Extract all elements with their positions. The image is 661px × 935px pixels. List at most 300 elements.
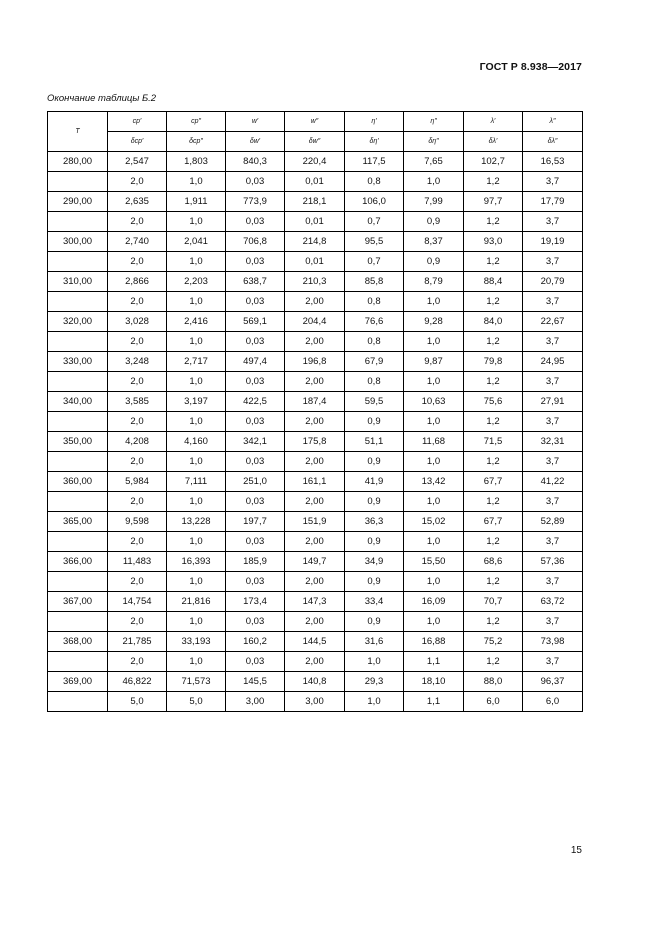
value-cell: 4,160 [167,432,226,452]
value-cell: 52,89 [523,512,583,532]
value-cell: 15,02 [404,512,464,532]
uncertainty-cell: 0,9 [345,452,404,472]
value-cell: 106,0 [345,192,404,212]
value-cell: 8,37 [404,232,464,252]
uncertainty-cell: 0,9 [345,612,404,632]
uncertainty-cell: 1,2 [464,492,523,512]
uncertainty-cell: 0,03 [226,212,285,232]
col-header-uncertainty: δλ′ [464,132,523,152]
value-cell: 8,79 [404,272,464,292]
value-cell: 95,5 [345,232,404,252]
table-row-values [48,312,583,332]
table-row-uncertainty [48,372,583,392]
table-row-uncertainty [48,172,583,192]
table-row-uncertainty [48,452,583,472]
uncertainty-cell: 1,2 [464,372,523,392]
value-cell: 68,6 [464,552,523,572]
value-cell: 16,88 [404,632,464,652]
value-cell: 10,63 [404,392,464,412]
value-cell: 342,1 [226,432,285,452]
uncertainty-cell: 2,00 [285,532,345,552]
value-cell: 3,197 [167,392,226,412]
value-cell: 96,37 [523,672,583,692]
table-row-values [48,152,583,172]
value-cell: 21,785 [108,632,167,652]
uncertainty-cell: 2,0 [108,652,167,672]
value-cell: 93,0 [464,232,523,252]
uncertainty-cell: 1,2 [464,612,523,632]
empty-cell [48,212,108,232]
value-cell: 14,754 [108,592,167,612]
value-cell: 9,87 [404,352,464,372]
value-cell: 218,1 [285,192,345,212]
value-cell: 27,91 [523,392,583,412]
value-cell: 2,203 [167,272,226,292]
uncertainty-cell: 1,0 [167,532,226,552]
value-cell: 41,9 [345,472,404,492]
header-row-top [48,112,583,132]
uncertainty-cell: 1,2 [464,252,523,272]
uncertainty-cell: 1,0 [167,252,226,272]
temperature-cell: 320,00 [48,312,108,332]
uncertainty-cell: 1,0 [167,212,226,232]
uncertainty-cell: 5,0 [167,692,226,712]
uncertainty-cell: 1,0 [167,612,226,632]
value-cell: 840,3 [226,152,285,172]
uncertainty-cell: 1,0 [345,692,404,712]
uncertainty-cell: 3,7 [523,292,583,312]
uncertainty-cell: 3,7 [523,332,583,352]
table-caption: Окончание таблицы Б.2 [47,93,157,104]
uncertainty-cell: 1,0 [404,612,464,632]
value-cell: 2,416 [167,312,226,332]
value-cell: 76,6 [345,312,404,332]
uncertainty-cell: 2,00 [285,292,345,312]
value-cell: 638,7 [226,272,285,292]
value-cell: 67,7 [464,512,523,532]
empty-cell [48,292,108,312]
value-cell: 20,79 [523,272,583,292]
temperature-cell: 310,00 [48,272,108,292]
value-cell: 4,208 [108,432,167,452]
header-row-bottom [48,132,583,152]
document-standard-number: ГОСТ Р 8.938—2017 [479,61,582,73]
value-cell: 46,822 [108,672,167,692]
empty-cell [48,332,108,352]
value-cell: 2,547 [108,152,167,172]
uncertainty-cell: 0,03 [226,292,285,312]
uncertainty-cell: 2,0 [108,332,167,352]
uncertainty-cell: 2,00 [285,652,345,672]
table-row-uncertainty [48,532,583,552]
uncertainty-cell: 6,0 [523,692,583,712]
uncertainty-cell: 0,8 [345,172,404,192]
value-cell: 85,8 [345,272,404,292]
value-cell: 7,65 [404,152,464,172]
value-cell: 144,5 [285,632,345,652]
value-cell: 3,585 [108,392,167,412]
value-cell: 773,9 [226,192,285,212]
value-cell: 32,31 [523,432,583,452]
uncertainty-cell: 1,2 [464,652,523,672]
col-header-quantity: λ′ [464,112,523,132]
uncertainty-cell: 2,0 [108,212,167,232]
uncertainty-cell: 0,03 [226,412,285,432]
value-cell: 71,5 [464,432,523,452]
uncertainty-cell: 0,9 [345,492,404,512]
table-row-values [48,272,583,292]
uncertainty-cell: 1,2 [464,212,523,232]
value-cell: 251,0 [226,472,285,492]
value-cell: 18,10 [404,672,464,692]
uncertainty-cell: 5,0 [108,692,167,712]
uncertainty-cell: 1,0 [167,292,226,312]
value-cell: 161,1 [285,472,345,492]
value-cell: 11,483 [108,552,167,572]
col-header-quantity: η′ [345,112,404,132]
uncertainty-cell: 2,0 [108,172,167,192]
uncertainty-cell: 0,03 [226,572,285,592]
empty-cell [48,692,108,712]
uncertainty-cell: 0,01 [285,212,345,232]
uncertainty-cell: 0,03 [226,492,285,512]
uncertainty-cell: 2,00 [285,492,345,512]
value-cell: 24,95 [523,352,583,372]
value-cell: 160,2 [226,632,285,652]
table-row-values [48,352,583,372]
temperature-cell: 340,00 [48,392,108,412]
uncertainty-cell: 3,7 [523,252,583,272]
uncertainty-cell: 0,8 [345,372,404,392]
col-header-quantity: w″ [285,112,345,132]
uncertainty-cell: 1,0 [404,572,464,592]
uncertainty-cell: 2,0 [108,372,167,392]
value-cell: 67,7 [464,472,523,492]
uncertainty-cell: 1,0 [404,372,464,392]
uncertainty-cell: 0,01 [285,172,345,192]
table-row-values [48,592,583,612]
uncertainty-cell: 2,00 [285,572,345,592]
value-cell: 147,3 [285,592,345,612]
uncertainty-cell: 1,2 [464,412,523,432]
value-cell: 7,111 [167,472,226,492]
uncertainty-cell: 0,03 [226,372,285,392]
col-header-uncertainty: δw″ [285,132,345,152]
table-row-uncertainty [48,652,583,672]
uncertainty-cell: 3,00 [285,692,345,712]
value-cell: 9,598 [108,512,167,532]
table-row-uncertainty [48,492,583,512]
uncertainty-cell: 2,0 [108,532,167,552]
uncertainty-cell: 1,0 [167,652,226,672]
value-cell: 70,7 [464,592,523,612]
uncertainty-cell: 1,1 [404,692,464,712]
value-cell: 71,573 [167,672,226,692]
value-cell: 73,98 [523,632,583,652]
value-cell: 706,8 [226,232,285,252]
uncertainty-cell: 2,0 [108,492,167,512]
temperature-cell: 366,00 [48,552,108,572]
temperature-cell: 360,00 [48,472,108,492]
uncertainty-cell: 0,03 [226,532,285,552]
uncertainty-cell: 1,2 [464,332,523,352]
temperature-cell: 369,00 [48,672,108,692]
table-row-values [48,552,583,572]
value-cell: 84,0 [464,312,523,332]
col-header-uncertainty: δw′ [226,132,285,152]
uncertainty-cell: 3,7 [523,452,583,472]
col-header-quantity: w′ [226,112,285,132]
value-cell: 22,67 [523,312,583,332]
table-row-uncertainty [48,412,583,432]
value-cell: 16,393 [167,552,226,572]
empty-cell [48,372,108,392]
value-cell: 5,984 [108,472,167,492]
uncertainty-cell: 1,0 [404,452,464,472]
page-number: 15 [570,845,582,856]
value-cell: 2,717 [167,352,226,372]
uncertainty-cell: 3,7 [523,372,583,392]
value-cell: 196,8 [285,352,345,372]
value-cell: 59,5 [345,392,404,412]
uncertainty-cell: 1,0 [167,372,226,392]
temperature-cell: 330,00 [48,352,108,372]
value-cell: 33,193 [167,632,226,652]
table-row-uncertainty [48,292,583,312]
uncertainty-cell: 0,03 [226,252,285,272]
temperature-cell: 280,00 [48,152,108,172]
value-cell: 2,740 [108,232,167,252]
uncertainty-cell: 2,0 [108,572,167,592]
temperature-cell: 368,00 [48,632,108,652]
empty-cell [48,412,108,432]
uncertainty-cell: 1,0 [167,172,226,192]
value-cell: 21,816 [167,592,226,612]
value-cell: 151,9 [285,512,345,532]
value-cell: 117,5 [345,152,404,172]
data-table [47,111,583,712]
col-header-uncertainty: δη′ [345,132,404,152]
value-cell: 497,4 [226,352,285,372]
uncertainty-cell: 2,0 [108,292,167,312]
value-cell: 7,99 [404,192,464,212]
value-cell: 187,4 [285,392,345,412]
value-cell: 140,8 [285,672,345,692]
uncertainty-cell: 2,0 [108,612,167,632]
table-row-values [48,192,583,212]
value-cell: 41,22 [523,472,583,492]
table-row-values [48,232,583,252]
value-cell: 75,2 [464,632,523,652]
value-cell: 185,9 [226,552,285,572]
value-cell: 29,3 [345,672,404,692]
uncertainty-cell: 3,7 [523,212,583,232]
value-cell: 17,79 [523,192,583,212]
uncertainty-cell: 2,00 [285,332,345,352]
value-cell: 19,19 [523,232,583,252]
value-cell: 214,8 [285,232,345,252]
col-header-quantity: λ″ [523,112,583,132]
uncertainty-cell: 0,8 [345,332,404,352]
uncertainty-cell: 2,00 [285,412,345,432]
uncertainty-cell: 6,0 [464,692,523,712]
uncertainty-cell: 0,03 [226,612,285,632]
value-cell: 79,8 [464,352,523,372]
uncertainty-cell: 1,0 [404,172,464,192]
empty-cell [48,572,108,592]
uncertainty-cell: 1,0 [167,332,226,352]
col-header-uncertainty: δη″ [404,132,464,152]
uncertainty-cell: 0,9 [345,412,404,432]
uncertainty-cell: 1,2 [464,572,523,592]
temperature-cell: 367,00 [48,592,108,612]
value-cell: 220,4 [285,152,345,172]
value-cell: 75,6 [464,392,523,412]
value-cell: 197,7 [226,512,285,532]
uncertainty-cell: 1,0 [404,532,464,552]
value-cell: 31,6 [345,632,404,652]
empty-cell [48,252,108,272]
uncertainty-cell: 0,03 [226,332,285,352]
value-cell: 34,9 [345,552,404,572]
table-row-values [48,632,583,652]
temperature-cell: 350,00 [48,432,108,452]
value-cell: 1,911 [167,192,226,212]
table-row-values [48,432,583,452]
value-cell: 16,09 [404,592,464,612]
table-head [48,112,583,152]
value-cell: 102,7 [464,152,523,172]
col-header-uncertainty: δcp′ [108,132,167,152]
uncertainty-cell: 3,7 [523,652,583,672]
uncertainty-cell: 1,0 [167,452,226,472]
uncertainty-cell: 3,7 [523,532,583,552]
uncertainty-cell: 0,03 [226,652,285,672]
value-cell: 569,1 [226,312,285,332]
value-cell: 145,5 [226,672,285,692]
value-cell: 63,72 [523,592,583,612]
value-cell: 3,028 [108,312,167,332]
table-row-uncertainty [48,252,583,272]
uncertainty-cell: 2,00 [285,372,345,392]
empty-cell [48,532,108,552]
value-cell: 9,28 [404,312,464,332]
uncertainty-cell: 1,0 [345,652,404,672]
uncertainty-cell: 2,0 [108,252,167,272]
value-cell: 3,248 [108,352,167,372]
value-cell: 67,9 [345,352,404,372]
uncertainty-cell: 1,2 [464,532,523,552]
table-row-uncertainty [48,572,583,592]
col-header-quantity: η″ [404,112,464,132]
uncertainty-cell: 1,2 [464,292,523,312]
uncertainty-cell: 3,00 [226,692,285,712]
temperature-cell: 300,00 [48,232,108,252]
value-cell: 13,42 [404,472,464,492]
uncertainty-cell: 0,9 [404,252,464,272]
value-cell: 149,7 [285,552,345,572]
uncertainty-cell: 3,7 [523,172,583,192]
uncertainty-cell: 0,01 [285,252,345,272]
table-row-values [48,392,583,412]
table-body [48,152,583,712]
value-cell: 2,041 [167,232,226,252]
uncertainty-cell: 0,03 [226,452,285,472]
value-cell: 2,635 [108,192,167,212]
value-cell: 88,0 [464,672,523,692]
value-cell: 88,4 [464,272,523,292]
value-cell: 173,4 [226,592,285,612]
value-cell: 210,3 [285,272,345,292]
empty-cell [48,612,108,632]
empty-cell [48,492,108,512]
uncertainty-cell: 1,0 [167,412,226,432]
temperature-cell: 365,00 [48,512,108,532]
value-cell: 15,50 [404,552,464,572]
col-header-uncertainty: δλ″ [523,132,583,152]
uncertainty-cell: 1,0 [404,492,464,512]
table-row-uncertainty [48,692,583,712]
value-cell: 13,228 [167,512,226,532]
uncertainty-cell: 0,8 [345,292,404,312]
uncertainty-cell: 0,9 [345,572,404,592]
uncertainty-cell: 1,0 [404,412,464,432]
uncertainty-cell: 3,7 [523,412,583,432]
col-header-uncertainty: δcp″ [167,132,226,152]
uncertainty-cell: 1,0 [167,492,226,512]
value-cell: 175,8 [285,432,345,452]
uncertainty-cell: 2,0 [108,452,167,472]
uncertainty-cell: 3,7 [523,572,583,592]
value-cell: 11,68 [404,432,464,452]
table-row-values [48,472,583,492]
uncertainty-cell: 3,7 [523,612,583,632]
uncertainty-cell: 2,0 [108,412,167,432]
uncertainty-cell: 1,2 [464,452,523,472]
value-cell: 204,4 [285,312,345,332]
value-cell: 1,803 [167,152,226,172]
uncertainty-cell: 1,0 [167,572,226,592]
uncertainty-cell: 1,2 [464,172,523,192]
value-cell: 16,53 [523,152,583,172]
uncertainty-cell: 1,0 [404,332,464,352]
uncertainty-cell: 0,9 [404,212,464,232]
table-row-values [48,672,583,692]
table-row-values [48,512,583,532]
col-header-quantity: cp″ [167,112,226,132]
uncertainty-cell: 0,9 [345,532,404,552]
uncertainty-cell: 1,0 [404,292,464,312]
uncertainty-cell: 0,7 [345,252,404,272]
temperature-cell: 290,00 [48,192,108,212]
uncertainty-cell: 3,7 [523,492,583,512]
uncertainty-cell: 0,7 [345,212,404,232]
empty-cell [48,652,108,672]
empty-cell [48,172,108,192]
uncertainty-cell: 2,00 [285,452,345,472]
uncertainty-cell: 0,03 [226,172,285,192]
value-cell: 36,3 [345,512,404,532]
table-row-uncertainty [48,212,583,232]
value-cell: 422,5 [226,392,285,412]
uncertainty-cell: 2,00 [285,612,345,632]
table-row-uncertainty [48,612,583,632]
empty-cell [48,452,108,472]
uncertainty-cell: 1,1 [404,652,464,672]
value-cell: 57,36 [523,552,583,572]
table-row-uncertainty [48,332,583,352]
col-header-quantity: cp′ [108,112,167,132]
